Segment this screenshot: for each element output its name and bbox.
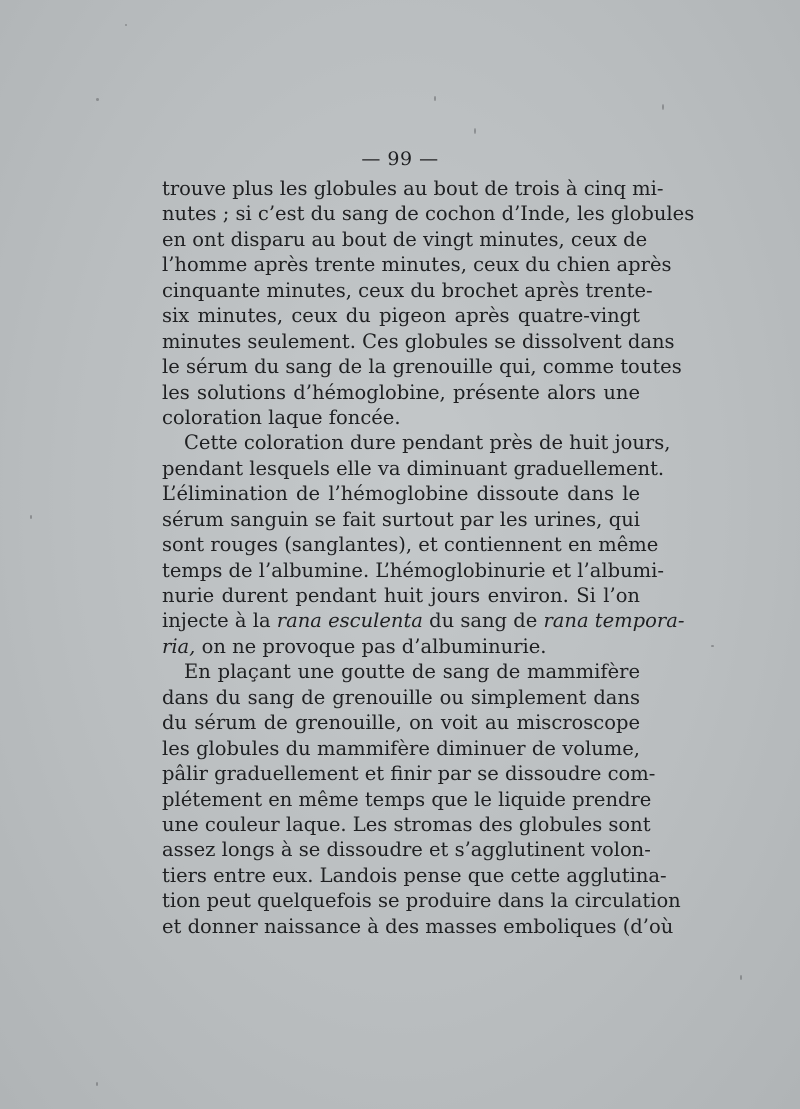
italic-species-name: ria, (162, 634, 196, 658)
text-line: temps de l’albumine. L’hémoglobinurie et l’albumi- (162, 558, 664, 582)
text-line: dans du sang de grenouille ou simplement dans (162, 685, 640, 709)
page-number: — 99 — (361, 148, 439, 170)
italic-species-name: rana tempora- (543, 609, 685, 633)
text-run: on ne provoque pas d’albuminurie. (195, 634, 547, 658)
text-line: six minutes, ceux du pigeon après quatre-vingt (162, 304, 640, 328)
paper-speck (740, 975, 742, 980)
paper-speck (30, 515, 32, 519)
text-line: trouve plus les globules au bout de trois à cinq mi- (162, 177, 664, 200)
body-text (162, 176, 695, 939)
text-line: L’élimination de l’hémoglobine dissoute dans le (162, 482, 640, 506)
text-line: minutes seulement. Ces globules se dissolvent dans (162, 329, 675, 353)
text-line: coloration laque foncée. (162, 405, 401, 429)
text-line: pâlir graduellement et finir par se dissoudre com- (162, 762, 656, 786)
text-line: nurie durent pendant huit jours environ. Si l’on (162, 584, 640, 607)
text-line: et donner naissance à des masses emboliques (d’où (162, 914, 674, 938)
text-line: plétement en même temps que le liquide prendre (162, 787, 652, 811)
paper-speck (662, 104, 664, 110)
paper-speck (434, 96, 436, 101)
text-line: cinquante minutes, ceux du brochet après trente- (162, 278, 653, 302)
paragraph-start-line: Cette coloration dure pendant près de huit jours, (184, 431, 671, 455)
text-line: l’homme après trente minutes, ceux du chien après (162, 253, 672, 277)
text-line: sérum sanguin se fait surtout par les urines, qui (162, 507, 640, 531)
paper-speck (474, 128, 476, 134)
text-line: tion peut quelquefois se produire dans la circulation (162, 889, 681, 913)
text-line: les solutions d’hémoglobine, présente alors une (162, 380, 640, 404)
text-line: assez longs à se dissoudre et s’agglutinent volon- (162, 838, 651, 862)
text-line: en ont disparu au bout de vingt minutes, ceux de (162, 227, 648, 251)
text-line (162, 634, 640, 659)
italic-species-name: rana esculenta (276, 609, 423, 633)
paper-speck (711, 645, 714, 647)
text-line: les globules du mammifère diminuer de volume, (162, 736, 640, 760)
text-line: sont rouges (sanglantes), et contiennent en même (162, 533, 659, 557)
text-line: tiers entre eux. Landois pense que cette agglutina- (162, 863, 667, 887)
paragraph-start-line: En plaçant une goutte de sang de mammifère (184, 660, 640, 684)
text-line: du sérum de grenouille, on voit au miscroscope (162, 711, 640, 735)
text-run: injecte à la (162, 609, 277, 633)
text-line: le sérum du sang de la grenouille qui, comme toutes (162, 355, 682, 379)
paper-speck (96, 1082, 98, 1086)
text-line: pendant lesquels elle va diminuant graduellement. (162, 456, 665, 480)
text-line: nutes ; si c’est du sang de cochon d’Inde, les globules (162, 202, 695, 226)
paper-speck (125, 24, 127, 26)
text-line: une couleur laque. Les stromas des globules sont (162, 812, 651, 836)
text-line (162, 608, 685, 633)
text-run: du sang de (422, 609, 544, 633)
paper-speck (96, 98, 99, 101)
